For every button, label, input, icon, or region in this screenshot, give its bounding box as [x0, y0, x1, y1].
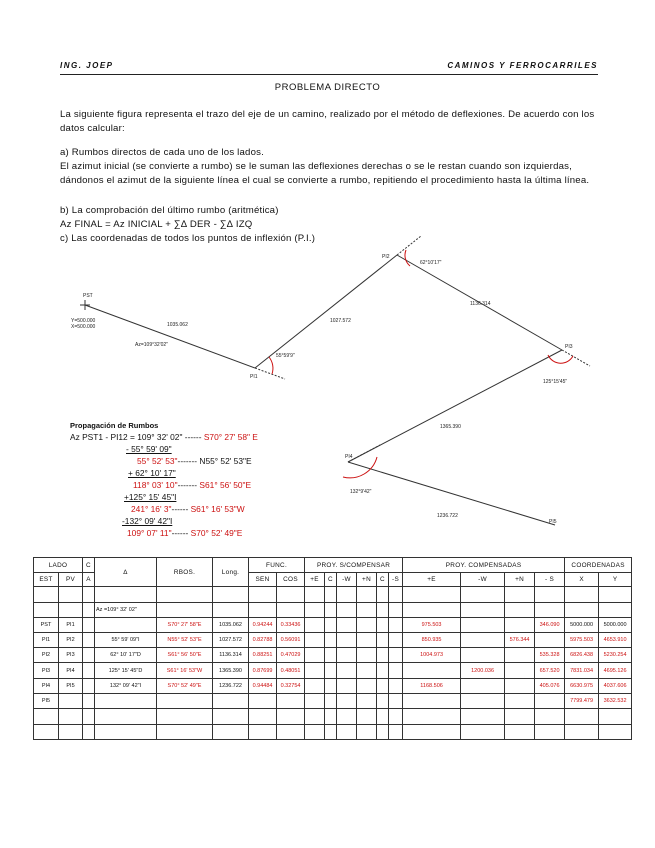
- label-d2: 1027.572: [330, 318, 351, 324]
- table-row-az: [34, 602, 632, 617]
- cell-y: 4653.910: [599, 633, 632, 648]
- cell-pe: 975.503: [403, 617, 461, 632]
- th-s2: - S: [535, 573, 565, 587]
- line-pst-pi1: [85, 305, 255, 368]
- cell-pv: PI1: [59, 617, 83, 632]
- header-right: CAMINOS Y FERROCARRILES: [447, 61, 598, 70]
- cell-sen: 0.94484: [249, 678, 277, 693]
- cell-w: 1200.036: [461, 663, 505, 678]
- cell-long: [213, 693, 249, 708]
- th-pe2: +E: [403, 573, 461, 587]
- label-pst-y: Y=500.000: [71, 318, 96, 324]
- label-pi1: PI1: [250, 374, 258, 380]
- cell-x: 6630.975: [565, 678, 599, 693]
- cell-x: 5975.503: [565, 633, 599, 648]
- label-az: Az=109°32'02": [135, 342, 168, 348]
- table-row: [34, 617, 632, 632]
- label-pi3: PI3: [565, 344, 573, 350]
- prop-line-5: [133, 480, 251, 492]
- line-pi1-pi2: [255, 255, 397, 368]
- item-c: c) Las coordenadas de todos los puntos de inflexión (P.I.): [60, 233, 316, 244]
- th-c2: C: [377, 573, 389, 587]
- cell-rbo: N55° 52' 53"E: [157, 633, 213, 648]
- th-proy-c: PROY. COMPENSADAS: [403, 558, 565, 573]
- prop-l7-red: 241° 16' 3": [131, 504, 172, 514]
- cell-x: 6826.438: [565, 648, 599, 663]
- prop-line-7: [131, 504, 245, 516]
- cell-sen: 0.87699: [249, 663, 277, 678]
- table-header-row-1: [34, 558, 632, 573]
- prop-l7-dash: ------: [171, 504, 189, 514]
- cell-long: 1365.390: [213, 663, 249, 678]
- prop-line-4: + 62° 10' 17": [128, 468, 176, 478]
- arc-pi1: [269, 357, 273, 374]
- label-pi5: PI5: [549, 519, 557, 525]
- cell-long: 1136.314: [213, 648, 249, 663]
- cell-w: [461, 693, 505, 708]
- cell-delta: 125° 15' 45"D: [95, 663, 157, 678]
- header-left: ING. JOEP: [60, 61, 114, 70]
- cell-rbo: S70° 27' 58"E: [157, 617, 213, 632]
- cell-cos: 0.33436: [277, 617, 305, 632]
- table-row-blank: [34, 709, 632, 725]
- cell-delta: [95, 693, 157, 708]
- prop-l5-dash: -------: [177, 480, 198, 490]
- label-pi2: PI2: [382, 254, 390, 260]
- label-ang2: 62°10'17": [420, 260, 442, 266]
- cell-sen: 0.82788: [249, 633, 277, 648]
- prop-l7-red2: S61° 16' 53"W: [188, 504, 245, 514]
- th-pn2: +N: [505, 573, 535, 587]
- th-lado: LADO: [34, 558, 83, 573]
- label-pst-x: X=500.000: [71, 324, 96, 330]
- cell-long: 1236.722: [213, 678, 249, 693]
- prop-line-8: -132° 09' 42"I: [122, 516, 173, 526]
- calculation-table: [33, 557, 632, 740]
- table-row: [34, 633, 632, 648]
- cell-pe: 850.935: [403, 633, 461, 648]
- prop-line-3: [137, 456, 252, 468]
- cell-delta: 55° 59' 09"I: [95, 633, 157, 648]
- th-x: X: [565, 573, 599, 587]
- prop-l1-red: S70° 27' 58" E: [201, 432, 258, 442]
- label-d4: 1365.390: [440, 424, 461, 430]
- prop-l1-label: Az PST1 - PI12 = 109° 32' 02": [70, 432, 185, 442]
- cell-cos: [277, 693, 305, 708]
- cell-est: PI4: [34, 678, 59, 693]
- cell-cos: 0.32754: [277, 678, 305, 693]
- prop-l5-red: 118° 03' 10": [133, 480, 178, 490]
- th-rbos: RBOS.: [157, 558, 213, 587]
- th-long: Long.: [213, 558, 249, 587]
- cell-long: 1027.572: [213, 633, 249, 648]
- cell-x: 5000.000: [565, 617, 599, 632]
- cell-pe: [403, 663, 461, 678]
- cell-delta: 132° 09' 42"I: [95, 678, 157, 693]
- ext-pi2: [397, 236, 421, 255]
- th-coord: COORDENADAS: [565, 558, 632, 573]
- cell-rbo: S70° 52' 49"E: [157, 678, 213, 693]
- label-ang1: 55°59'9": [276, 353, 295, 359]
- table-row: [34, 663, 632, 678]
- ext-pi3: [562, 350, 590, 366]
- table-row-blank: [34, 724, 632, 740]
- intro-paragraph: La siguiente figura representa el trazo del eje de un camino, realizado por el método de deflexiones. De acuerdo con los datos calcular:: [60, 109, 595, 134]
- item-a-text: El azimut inicial (se convierte a rumbo) se le suman las deflexiones derechas o se le restan cuando son izquierdas, dándonos el azimut de la siguiente línea el cual se convierte a rumbo, repitiendo el procedimiento hasta la última línea.: [60, 161, 590, 186]
- cell-s: 346.090: [535, 617, 565, 632]
- cell-pv: [59, 693, 83, 708]
- cell-pv: PI5: [59, 678, 83, 693]
- prop-line-1: [70, 432, 258, 444]
- prop-l9-dash: ------: [171, 528, 189, 538]
- cell-y: 5000.000: [599, 617, 632, 632]
- cell-w: [461, 678, 505, 693]
- cell-x: 7831.034: [565, 663, 599, 678]
- table-row-blank: [34, 587, 632, 603]
- th-c: C: [83, 558, 95, 573]
- cell-y: 4037.606: [599, 678, 632, 693]
- arc-pi3: [548, 355, 573, 363]
- prop-l3-black: N55° 52' 53"E: [197, 456, 252, 466]
- cell-pe: 1004.973: [403, 648, 461, 663]
- cell-w: [461, 648, 505, 663]
- cell-pn: [505, 678, 535, 693]
- cell-s: 405.076: [535, 678, 565, 693]
- item-b: b) La comprobación del último rumbo (aritmética): [60, 205, 279, 216]
- label-d1: 1035.062: [167, 322, 188, 328]
- arc-pi2: [405, 250, 410, 266]
- th-w: -W: [337, 573, 357, 587]
- label-d3: 1136.314: [470, 301, 491, 307]
- th-sen: SEN: [249, 573, 277, 587]
- prop-line-2: - 55° 59' 09": [126, 444, 172, 454]
- cell-rbo: S61° 16' 53"W: [157, 663, 213, 678]
- cell-sen: 0.94244: [249, 617, 277, 632]
- ext-pi1: [255, 368, 285, 379]
- page-title: PROBLEMA DIRECTO: [274, 82, 381, 93]
- az-initial: Az =109° 32' 02": [95, 602, 157, 617]
- cell-pe: 1168.506: [403, 678, 461, 693]
- th-cos: COS: [277, 573, 305, 587]
- label-ang3: 125°15'45": [543, 379, 568, 385]
- th-pn: +N: [357, 573, 377, 587]
- cell-pn: [505, 693, 535, 708]
- th-est: EST: [34, 573, 59, 587]
- cell-rbo: S61° 56' 50"E: [157, 648, 213, 663]
- cell-w: [461, 633, 505, 648]
- label-pi4: PI4: [345, 454, 353, 460]
- cell-long: 1035.062: [213, 617, 249, 632]
- prop-l3-red: 55° 52' 53": [137, 456, 178, 466]
- arc-pi4: [343, 457, 377, 478]
- cell-est: PI2: [34, 648, 59, 663]
- prop-l9-red2: S70° 52' 49"E: [188, 528, 243, 538]
- th-w2: -W: [461, 573, 505, 587]
- cell-w: [461, 617, 505, 632]
- label-d5: 1236.722: [437, 513, 458, 519]
- table-row: [34, 648, 632, 663]
- th-s: -S: [389, 573, 403, 587]
- cell-pn: [505, 617, 535, 632]
- prop-l9-red: 109° 07' 11": [127, 528, 172, 538]
- cell-cos: 0.56091: [277, 633, 305, 648]
- cell-delta: [95, 617, 157, 632]
- cell-delta: 62° 10' 17"D: [95, 648, 157, 663]
- cell-pe: [403, 693, 461, 708]
- cell-y: 5230.254: [599, 648, 632, 663]
- cell-cos: 0.48051: [277, 663, 305, 678]
- cell-s: 535.328: [535, 648, 565, 663]
- cell-cos: 0.47029: [277, 648, 305, 663]
- cell-x: 7799.479: [565, 693, 599, 708]
- cell-s: 657.520: [535, 663, 565, 678]
- table-row: [34, 693, 632, 708]
- cell-pn: [505, 648, 535, 663]
- cell-pv: PI4: [59, 663, 83, 678]
- th-y: Y: [599, 573, 632, 587]
- item-b-formula: Az FINAL = Az INICIAL + ∑∆ DER - ∑∆ IZQ: [60, 219, 253, 230]
- th-pv: PV: [59, 573, 83, 587]
- cell-y: 3632.532: [599, 693, 632, 708]
- cell-y: 4695.126: [599, 663, 632, 678]
- cell-est: PI5: [34, 693, 59, 708]
- item-a: a) Rumbos directos de cada uno de los lados.: [60, 147, 264, 158]
- th-a: A: [83, 573, 95, 587]
- cell-est: PST: [34, 617, 59, 632]
- cell-sen: [249, 693, 277, 708]
- cell-rbo: [157, 693, 213, 708]
- cell-est: PI3: [34, 663, 59, 678]
- cell-s: [535, 633, 565, 648]
- th-func: FUNC.: [249, 558, 305, 573]
- cell-pv: PI2: [59, 633, 83, 648]
- label-ang4: 132°9'42": [350, 489, 372, 495]
- th-delta: ∆: [95, 558, 157, 587]
- cell-est: PI1: [34, 633, 59, 648]
- th-proy-sc: PROY. S/COMPENSAR: [305, 558, 403, 573]
- th-pe: +E: [305, 573, 325, 587]
- propagation-title: Propagación de Rumbos: [70, 421, 159, 430]
- prop-line-6: +125° 15' 45"I: [124, 492, 177, 502]
- cell-s: [535, 693, 565, 708]
- cell-pn: 576.344: [505, 633, 535, 648]
- bearing-propagation: [70, 420, 330, 545]
- prop-l1-dash: ------: [184, 432, 202, 442]
- prop-l3-dash: -------: [177, 456, 198, 466]
- label-pst: PST: [83, 293, 93, 299]
- cell-sen: 0.88251: [249, 648, 277, 663]
- cell-pv: PI3: [59, 648, 83, 663]
- prop-line-9: [127, 528, 242, 540]
- table-row: [34, 678, 632, 693]
- cell-pn: [505, 663, 535, 678]
- th-c1: C: [325, 573, 337, 587]
- prop-l5-red2: S61° 56' 50"E: [197, 480, 252, 490]
